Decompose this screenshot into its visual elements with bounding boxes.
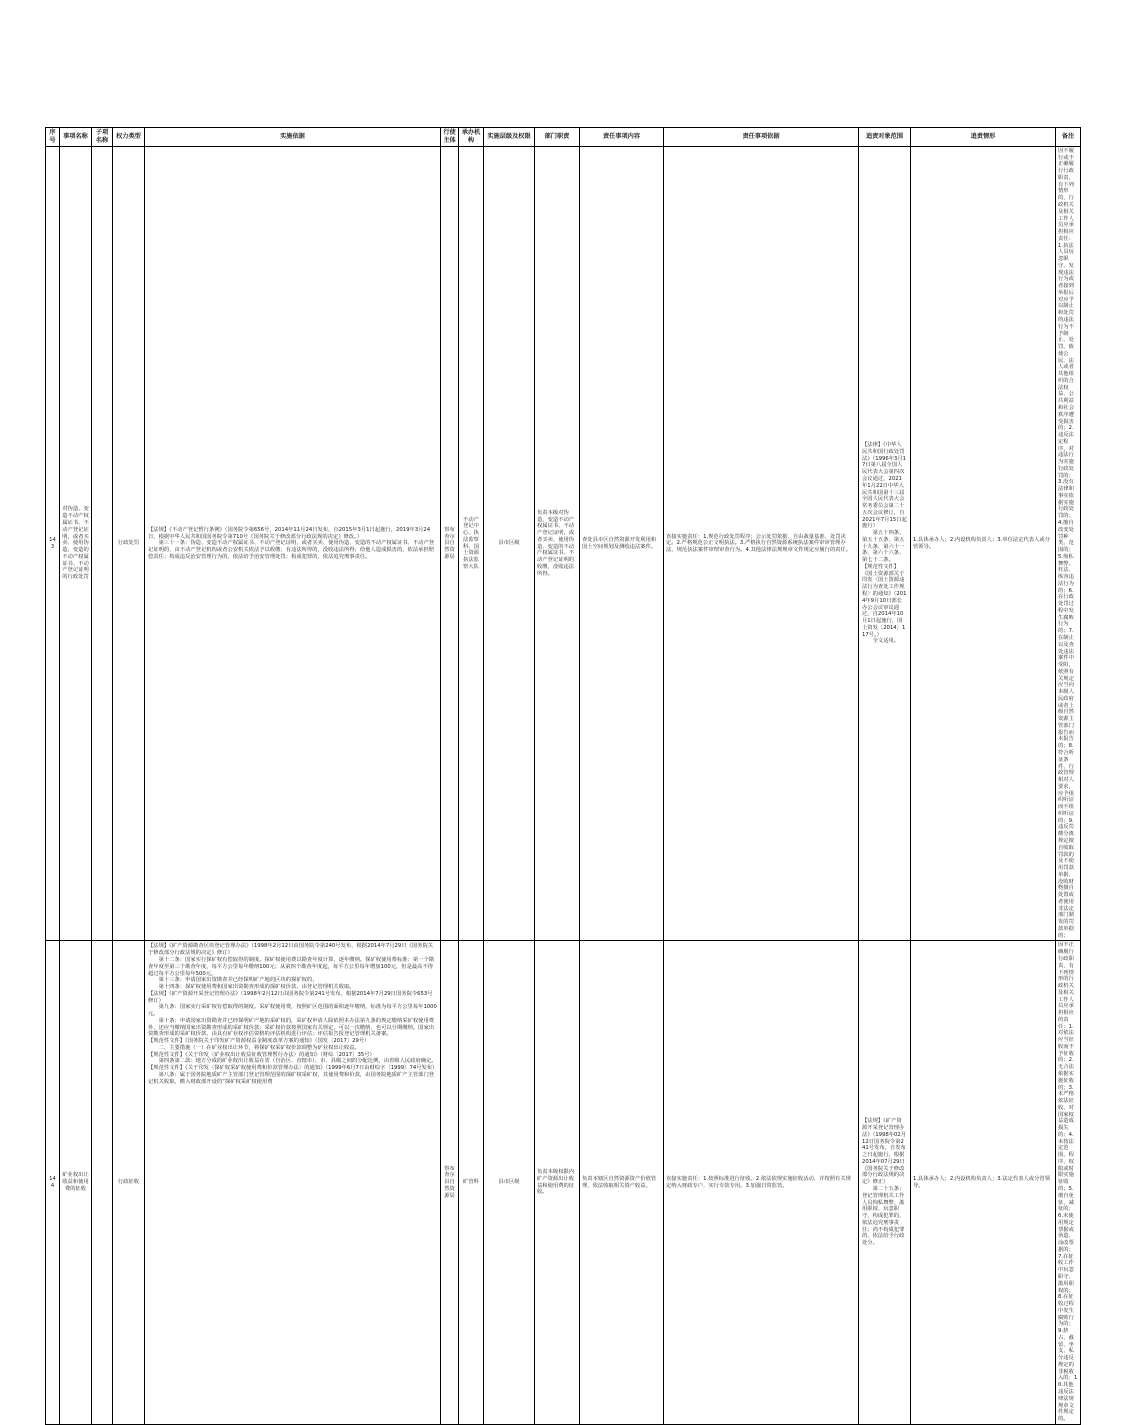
- header-content-basis: 责任事项依据: [664, 128, 859, 147]
- row-content: 直接实施责任：1.按照标准进行征收。2.依法依规实施征收活动，并按照有关规定纳入财政专户，实行专款专用。3.加强日常监管。: [664, 941, 859, 1424]
- header-no: 序号: [46, 128, 60, 147]
- row-situations: 因不履行或不正确履行行政职责，有下列情形的，行政机关及相关工作人员应承担相应责任：1.执法人员玩忽职守，发现违法行为或者接到举报后对应予以制止和处罚的违法行为不予制止、处罚，致使公民、法人或者其他组织的合法权益、公共利益和社会秩序遭受损害的；2.违反法定程序，对违法行为实施行政处罚的；3.没有法律和事实依据实施行政处罚的；4.擅自改变处罚种类、范围的；5.徇私舞弊、枉法、纵容违法行为的；6.在行政处罚过程中发生腐败行为的；7.在制止以及查处违法案件中受阻，依照有关规定应当向本级人民政府或者上级自然资源主管部门报告而未报告的；8.符合听证条件、行政管理相对人要求，应予组织听证而不组织听证的；9.违反罚缴分离规定擅自收取罚款的及不使用罚款单据、没收财物擅自处置或者使用非法定部门制发的罚款单据的；: [1056, 146, 1081, 941]
- header-org: 承办机构: [459, 128, 484, 147]
- row-type: 行政处罚: [113, 146, 145, 941]
- row-sub: [92, 941, 113, 1424]
- header-name: 事项名称: [60, 128, 92, 147]
- header-basis: 实施依据: [145, 128, 441, 147]
- row-situations: 因不正确履行行政职责，有下列情形的行政机关及相关工作人员应承担相应的责任：1.对依法应当征收而不予征收的；2.无合法依据实施征收的；3.未严格依法征收，对国家权益造成损失的；4.未按法定范围、程序、权限或时限实施征收的；5.擅自免征、减征的；6.未使用规定票据或伪造、涂改票据的；7.在征收工作中玩忽职守、滥用职权的；8.在征收过程中发生腐败行为的；9.挤占、截留、坐支、私分违反规定的非税收入的；10.其他违反法律法规规章文件规定的。: [1056, 941, 1081, 1424]
- header-remark: 备注: [1056, 128, 1081, 147]
- content-basis-paragraph: 全文适用。: [872, 638, 900, 645]
- row-name: 矿业权出让收益和使用费的征收: [60, 941, 92, 1424]
- header-type: 权力类型: [113, 128, 145, 147]
- row-subject: 察布查尔县自然资源局: [441, 146, 459, 941]
- header-sub: 子项名称: [92, 128, 113, 147]
- row-dept: 查处县市区自然资源开发利用和国土空间规划及测绘违法案件。: [580, 146, 664, 941]
- basis-paragraph: 【法规】《矿产资源勘查区块登记管理办法》（1998年2月12日由国务院令第240号发布，根据2014年7月29日《国务院关于修改部分行政法规的决定》修订）: [148, 943, 434, 957]
- row-no: 143: [46, 146, 60, 941]
- header-content: 责任事项内容: [580, 128, 664, 147]
- power-list-table: [45, 127, 1081, 1425]
- content-basis-paragraph: 【法规】《矿产资源开采登记管理办法》（1998年02月12日国务院令第241号发布，自发布之日起施行，根据2014年07月29日《国务院关于修改部分行政法规的决定》修正）: [862, 1118, 907, 1186]
- row-subject: 察布查尔县自然资源局: [441, 941, 459, 1424]
- table-row: [46, 146, 1081, 941]
- row-duty: 负责本级对伪造、变造不动产权属证书、不动产登记证明，或者买卖、使用伪造、变造的不动产权属证书、不动产登记证明的收缴，没收违法所得。: [535, 146, 580, 941]
- content-basis-paragraph: 【法律】《中华人民共和国行政处罚法》（1996年3月17日第八届全国人民代表大会第四次会议通过，2021年1月22日中华人民共和国第十三届全国人民代表大会常务委员会第二十五次会议修订，自2021年7月15日起施行）: [862, 442, 907, 530]
- row-org: 不动产登记中心、执法监察科、国土资源执法监察大队: [459, 146, 484, 941]
- row-basis: [145, 941, 441, 1424]
- header-subject: 行使主体: [441, 128, 459, 147]
- row-content-basis: [859, 941, 911, 1424]
- basis-paragraph: 【法规】《不动产登记暂行条例》（国务院令第656号，2014年11月24日发布，自2015年3月1日起施行，2019年3月24日，根据中华人民共和国国务院令第710号《国务院关于修改部分行政法规的决定》修改。）: [148, 526, 431, 540]
- row-no: 144: [46, 941, 60, 1424]
- row-org: 矿管科: [459, 941, 484, 1424]
- basis-paragraph: 第三十一条：伪造、变造不动产权属证书、不动产登记证明，或者买卖、使用伪造、变造的不动产权属证书、不动产登记证明的，由不动产登记机构或者公安机关依法予以收缴；有违法所得的，没收违法所得；给他人造成损害的，依法承担赔偿责任；构成违反治安管理行为的，依法给予治安管理处罚；构成犯罪的，依法追究刑事责任。: [148, 540, 435, 560]
- content-basis-paragraph: 第五十四条、第五十五条、第五十九条、第六十一条、第六十六条、第七十二条。: [862, 530, 905, 564]
- row-name: 对伪造、变造不动产权属证书、不动产登记证明，或者买卖、使用伪造、变造的不动产权属证书、不动产登记证明的行政处罚: [60, 146, 92, 941]
- basis-paragraph: 【规范性文件】《国务院关于印发矿产资源权益金制度改革方案的通知》（国发〔2017〕29号）: [148, 1038, 370, 1045]
- table-row: [46, 941, 1081, 1424]
- header-target: 追责对象范围: [859, 128, 911, 147]
- basis-paragraph: 第十四条：探矿权使用费和国家出资勘查形成的探矿权价款，由登记管理机关收取。: [158, 984, 355, 991]
- basis-paragraph: 第十条：申请国家出资勘查并已经探明矿产地的采矿权的，采矿权申请人除依照本办法第九条的规定缴纳采矿权使用费外，还应当缴纳国家出资勘查形成的采矿权价款；采矿权价款按照国家有关规定，可以一次缴纳，也可以分期缴纳。国家出资勘查形成的采矿权价款，由具有矿业权评估资格的评估机构进行评估；评估报告报登记管理机关备案。: [148, 1017, 435, 1038]
- row-type: 行政征收: [113, 941, 145, 1424]
- content-basis-paragraph: 第二十五条：登记管理机关工作人员徇私舞弊、滥用职权、玩忽职守，构成犯罪的，依法追究刑事责任；尚不构成犯罪的，依法给予行政处分。: [862, 1186, 905, 1247]
- basis-paragraph: 第四条第二款：地方分成的矿业权出让收益在省（自治区、直辖市）、市、县级之间的分配比例，由省级人民政府确定。: [158, 1058, 437, 1065]
- header-row: [46, 128, 1081, 147]
- basis-paragraph: 第十二条：国家实行探矿权有偿取得的制度。探矿权使用费以勘查年度计算，逐年缴纳。探矿权使用费标准：第一个勘查年度至第三个勘查年度，每平方公里每年缴纳100元；从第四个勘查年度起，每平方公里每年增加100元，但是最高不得超过每平方公里每年500元。: [148, 956, 435, 977]
- row-dept: 负责本辖区自然资源资产价值管理，依法收取相关资产收益。: [580, 941, 664, 1424]
- basis-paragraph: 第十三条：申请国家出资勘查并已经探明矿产地的区块的探矿权的，: [158, 977, 318, 984]
- basis-paragraph: 二、主要措施（一）在矿业权出让环节，将探矿权采矿权价款调整为矿业权出让收益。: [158, 1044, 360, 1051]
- row-basis: [145, 146, 441, 941]
- basis-paragraph: 第九条：国家实行采矿权有偿取得的制度。采矿权使用费，按照矿区范围的面积逐年缴纳，标准为每平方公里每年1000元。: [148, 1004, 437, 1018]
- header-duty: 部门职责: [535, 128, 580, 147]
- content-basis-paragraph: 【规范性文件】《国土资源部关于印发〈国土资源违法行为查处工作规程〉的通知》（2014年9月10日部长办公会议审议通过，自2014年10月1日起施行，国土资发〔2014〕117号。）: [862, 563, 907, 638]
- basis-paragraph: 【规范性文件】《关于印发〈探矿权采矿权使用费和价款管理办法〉的通知》（1999年6月7日由财综字〔1999〕74号发布）: [148, 1065, 438, 1072]
- row-target: 1.具体承办人；2.内设机构负责人；3.单位法定代表人或分管领导。: [911, 146, 1056, 941]
- row-level: 县市区级: [484, 941, 535, 1424]
- row-target: 1.具体承办人；2.内设机构负责人；3.法定代表人或分管领导。: [911, 941, 1056, 1424]
- row-level: 县市区级: [484, 146, 535, 941]
- basis-paragraph: 【法规】《矿产资源开采登记管理办法》（1998年2月12日由国务院令第241号发布，根据2014年7月29日国务院令653号修订）: [148, 990, 433, 1004]
- row-duty: 负责本级权限内矿产资源出让收益和使用费的征收。: [535, 941, 580, 1424]
- basis-paragraph: 【规范性文件】《关于印发〈矿业权出让收益征收管理暂行办法〉的通知》（财综〔2017〕35号）: [148, 1051, 375, 1058]
- header-situations: 追责情形: [911, 128, 1056, 147]
- row-content: 直接实施责任：1.规范行政处罚程序；公示处罚依据、自由裁量基准、处罚决定。2.严格规范公正文明执法。3.严格执行自然资源系统执法案件审审管理办法，规范执法案件审理审查行为。4.其他法律法规规章文件规定应履行的责任。: [664, 146, 859, 941]
- header-level: 实施层级及权限: [484, 128, 535, 147]
- row-sub: [92, 146, 113, 941]
- row-content-basis: [859, 146, 911, 941]
- basis-paragraph: 第八条：属于国务院地质矿产主管部门登记管理范围的探矿权采矿权，其使用费和价款，由国务院地质矿产主管部门登记机关收取，缴入财政部开设的“探矿权采矿权使用费: [148, 1072, 435, 1085]
